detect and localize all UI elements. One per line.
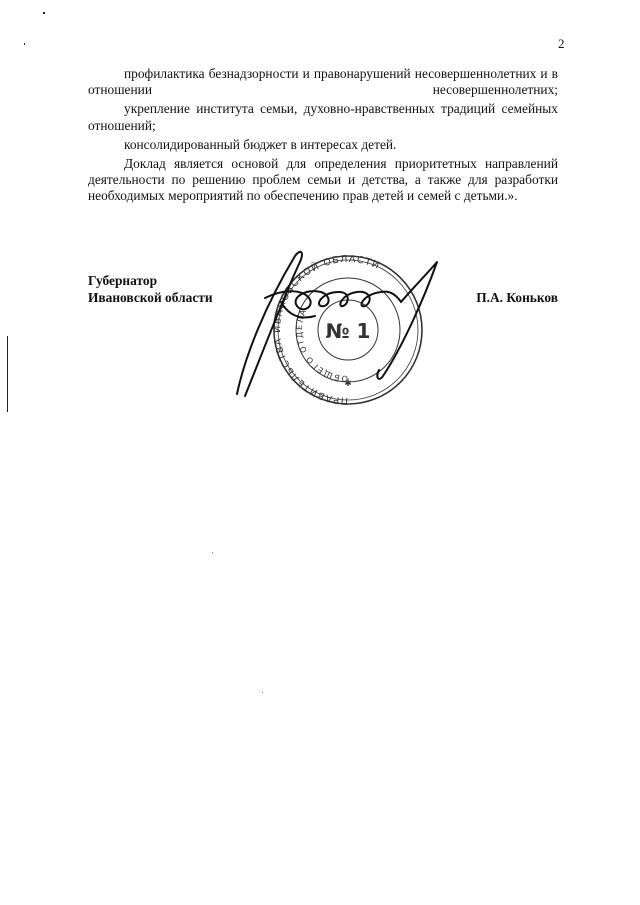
- signatory-title: [88, 272, 213, 306]
- scan-speck: [212, 552, 213, 553]
- stamp-outer-text: [272, 254, 382, 406]
- paragraph-budget: консолидированный бюджет в интересах детей.: [124, 136, 397, 152]
- signatory-title-line2: Ивановской области: [88, 290, 213, 305]
- scan-edge-line: [7, 336, 8, 412]
- paragraph-prevention: профилактика безнадзорности и правонарушений несовершеннолетних и в отношении несовершеннолетних;: [88, 66, 558, 98]
- stamp-star-icon: ✱: [344, 379, 352, 389]
- scan-speck: [43, 12, 45, 14]
- scan-speck: [24, 43, 25, 45]
- scan-speck: [262, 692, 263, 693]
- paragraph-family-institution: укрепление института семьи, духовно-нравственных традиций семейных отношений;: [88, 101, 558, 133]
- handwritten-signature: [237, 252, 437, 396]
- paragraph-report: Доклад является основой для определения приоритетных направлений деятельности по решению проблем семьи и детства, а также для разработки необходимых мероприятий по обеспечению прав детей и семей с детьми.».: [88, 156, 558, 204]
- page-number: 2: [558, 36, 565, 51]
- signatory-title-line1: Губернатор: [88, 273, 158, 288]
- document-body: [88, 66, 558, 208]
- stamp-center-number: № 1: [325, 319, 371, 343]
- official-stamp: [225, 236, 445, 416]
- signatory-name: П.А. Коньков: [476, 290, 558, 305]
- stamp-outer-ring-text: ПРАВИТЕЛЬСТВА ИВАНОВСКОЙ ОБЛАСТИ: [271, 253, 382, 407]
- stamp-seal: [271, 253, 422, 407]
- stamp-inner-text: [295, 307, 348, 383]
- stamp-inner-ring-text: ОБЩЕГО ОТДЕЛА: [294, 307, 349, 384]
